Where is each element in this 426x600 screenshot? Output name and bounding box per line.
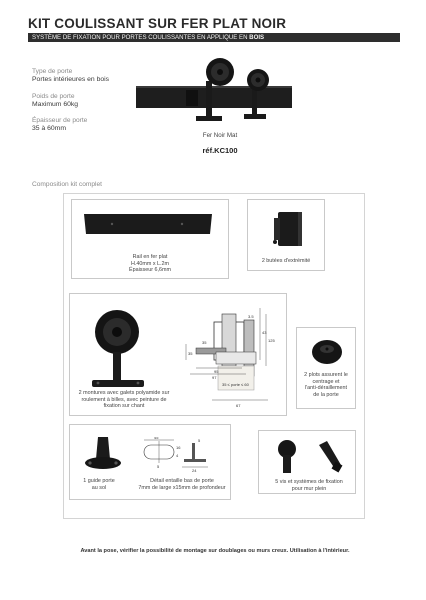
guide-caption xyxy=(76,478,122,491)
screws-image xyxy=(269,437,349,477)
groove-caption xyxy=(132,478,232,491)
rail-image xyxy=(82,212,238,252)
pads-caption-line3: l'anti-déraillement xyxy=(304,385,348,392)
door-type-label: Type de porte xyxy=(32,68,73,75)
pads-caption-line4: de la porte xyxy=(313,391,339,398)
roller-image xyxy=(84,298,150,394)
rail-caption-line2: H.40mm x L.2m xyxy=(130,260,170,267)
thickness-label: Épaisseur de porte xyxy=(32,117,88,124)
groove-dim-d3: 4 xyxy=(176,453,179,458)
groove-dim-d6: 5 xyxy=(198,438,201,443)
rail-caption-line1: Rail en fer plat xyxy=(132,254,168,260)
pad-image xyxy=(307,336,347,366)
roller-dim-d5: 43 xyxy=(262,330,267,335)
product-finish: Fer Noir Mat xyxy=(202,132,238,139)
roller-dim-d3: 97 xyxy=(212,375,217,380)
subtitle-text: SYSTÈME DE FIXATION POUR PORTES COULISSANTES EN APPLIQUE EN xyxy=(32,34,250,41)
pads-caption-line2: centrage et xyxy=(312,378,340,385)
groove-caption-line2: 7mm de large x15mm de profondeur xyxy=(138,484,226,491)
floor-guide-image xyxy=(82,433,126,473)
rollers-caption-line2: roulement à billes, avec peinture de xyxy=(81,396,167,403)
rail-caption xyxy=(71,254,229,274)
weight-value: Maximum 60kg xyxy=(32,101,79,108)
roller-dim-d4: 125 xyxy=(268,338,275,343)
page-title: KIT COULISSANT SUR FER PLAT NOIR xyxy=(28,16,287,31)
stop-image xyxy=(270,208,310,252)
stops-caption: 2 butées d'extrémité xyxy=(261,258,311,264)
weight-label: Poids de porte xyxy=(32,93,75,100)
roller-dim-d6: 3.5 xyxy=(248,314,254,319)
screws-caption-line1: 5 vis et systèmes de fixation xyxy=(275,479,343,485)
groove-dim-d4: 24 xyxy=(192,468,197,473)
footer-note: Avant la pose, vérifier la possibilité de montage sur doublages ou murs creux. Utilisation à l'intérieur. xyxy=(80,548,350,554)
groove-dim-d2: 16 xyxy=(176,445,181,450)
groove-caption-line1: Détail entaille bas de porte xyxy=(150,478,214,484)
roller-dim-d1: 35 xyxy=(188,351,193,356)
roller-dimension-drawing xyxy=(182,300,280,412)
groove-dim-d5: 5 xyxy=(157,464,160,469)
roller-dim-d2: 95 xyxy=(214,369,219,374)
rollers-caption xyxy=(69,390,179,410)
screws-caption-line2: pour mur plein xyxy=(291,485,327,492)
product-reference: réf.KC100 xyxy=(202,146,238,155)
groove-dim-d1: 45 xyxy=(154,437,159,440)
door-type-value: Portes intérieures en bois xyxy=(32,76,110,83)
guide-caption-line2: au sol xyxy=(91,484,107,491)
rollers-caption-line1: 2 montures avec galets polyamide sur xyxy=(78,390,170,396)
pads-caption xyxy=(296,372,356,398)
guide-caption-line1: 1 guide porte xyxy=(83,478,115,484)
subtitle-banner xyxy=(28,33,400,42)
rail-caption-line3: Épaisseur 6,6mm xyxy=(129,267,171,274)
thickness-value: 35 à 60mm xyxy=(32,125,67,132)
groove-dimension-drawing xyxy=(136,437,214,475)
pads-caption-line1: 2 plots assurent le xyxy=(304,372,348,378)
rollers-caption-line3: fixation sur chant xyxy=(103,403,145,410)
roller-dim-label: 35 ≤ porte ≤ 60 xyxy=(222,382,249,387)
subtitle-bold: BOIS xyxy=(249,34,265,41)
product-hero-image xyxy=(134,56,296,128)
screws-caption xyxy=(262,479,356,492)
roller-dim-d8: 67 xyxy=(236,403,241,408)
composition-heading: Composition kit complet xyxy=(32,181,102,188)
roller-dim-d7: 35 xyxy=(202,340,207,345)
